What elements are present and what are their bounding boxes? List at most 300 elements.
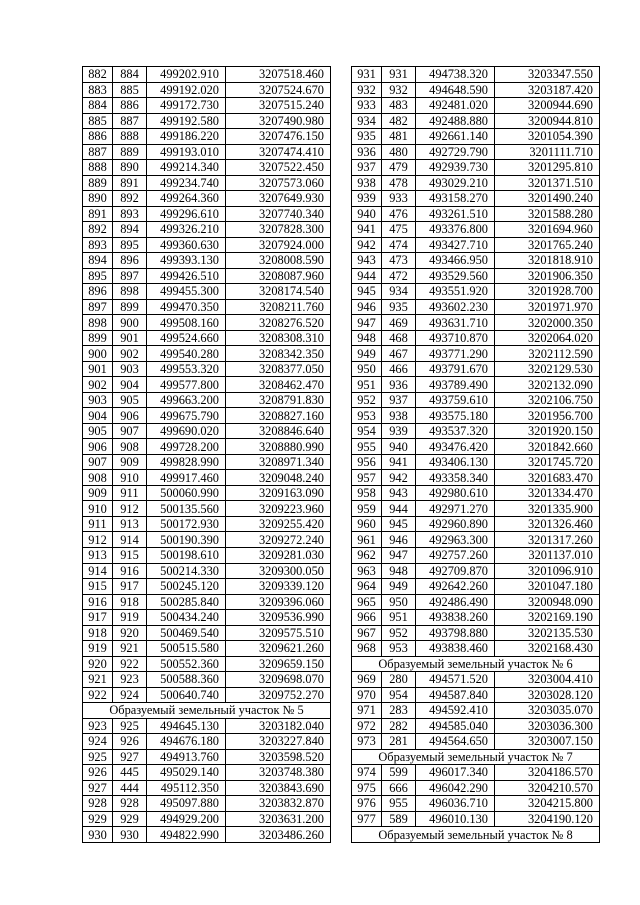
row-number: 894 <box>83 253 113 269</box>
table-row <box>352 284 600 300</box>
y-coordinate: 3201137.010 <box>495 547 600 563</box>
row-number: 928 <box>83 796 113 812</box>
table-row <box>83 594 331 610</box>
x-coordinate: 499192.020 <box>147 82 226 98</box>
row-number: 909 <box>83 485 113 501</box>
y-coordinate: 3208880.990 <box>226 439 331 455</box>
y-coordinate: 3200948.090 <box>495 594 600 610</box>
point-number: 947 <box>382 547 416 563</box>
point-number: 467 <box>382 346 416 362</box>
y-coordinate: 3204215.800 <box>495 796 600 812</box>
x-coordinate: 495097.880 <box>147 796 226 812</box>
point-number: 955 <box>382 796 416 812</box>
x-coordinate: 499214.340 <box>147 160 226 176</box>
point-number: 946 <box>382 532 416 548</box>
point-number: 899 <box>113 299 147 315</box>
row-number: 890 <box>83 191 113 207</box>
table-row <box>83 160 331 176</box>
row-number: 973 <box>352 734 382 750</box>
y-coordinate: 3209255.420 <box>226 516 331 532</box>
table-row <box>352 346 600 362</box>
y-coordinate: 3201683.470 <box>495 470 600 486</box>
row-number: 963 <box>352 563 382 579</box>
section-heading-row <box>352 656 600 672</box>
section-heading: Образуемый земельный участок № 6 <box>352 656 600 672</box>
x-coordinate: 496010.130 <box>416 811 495 827</box>
y-coordinate: 3207522.450 <box>226 160 331 176</box>
point-number: 912 <box>113 501 147 517</box>
y-coordinate: 3201335.900 <box>495 501 600 517</box>
row-number: 908 <box>83 470 113 486</box>
x-coordinate: 496017.340 <box>416 765 495 781</box>
row-number: 946 <box>352 299 382 315</box>
table-row <box>352 222 600 238</box>
y-coordinate: 3201920.150 <box>495 423 600 439</box>
row-number: 950 <box>352 361 382 377</box>
point-number: 942 <box>382 470 416 486</box>
point-number: 475 <box>382 222 416 238</box>
x-coordinate: 492729.790 <box>416 144 495 160</box>
y-coordinate: 3201371.510 <box>495 175 600 191</box>
row-number: 929 <box>83 811 113 827</box>
row-number: 920 <box>83 656 113 672</box>
point-number: 900 <box>113 315 147 331</box>
y-coordinate: 3202000.350 <box>495 315 600 331</box>
table-row <box>83 253 331 269</box>
row-number: 944 <box>352 268 382 284</box>
point-number: 941 <box>382 454 416 470</box>
point-number: 921 <box>113 641 147 657</box>
row-number: 902 <box>83 377 113 393</box>
table-row <box>352 594 600 610</box>
point-number: 915 <box>113 547 147 563</box>
table-row <box>83 718 331 734</box>
x-coordinate: 492481.020 <box>416 98 495 114</box>
x-coordinate: 499186.220 <box>147 129 226 145</box>
y-coordinate: 3209659.150 <box>226 656 331 672</box>
row-number: 938 <box>352 175 382 191</box>
x-coordinate: 499508.160 <box>147 315 226 331</box>
row-number: 919 <box>83 641 113 657</box>
point-number: 935 <box>382 299 416 315</box>
row-number: 964 <box>352 579 382 595</box>
y-coordinate: 3201971.970 <box>495 299 600 315</box>
x-coordinate: 499326.210 <box>147 222 226 238</box>
row-number: 949 <box>352 346 382 362</box>
y-coordinate: 3208308.310 <box>226 330 331 346</box>
point-number: 892 <box>113 191 147 207</box>
y-coordinate: 3209621.260 <box>226 641 331 657</box>
x-coordinate: 493406.130 <box>416 454 495 470</box>
table-row <box>83 796 331 812</box>
table-row <box>352 547 600 563</box>
row-number: 966 <box>352 610 382 626</box>
point-number: 918 <box>113 594 147 610</box>
row-number: 885 <box>83 113 113 129</box>
y-coordinate: 3201928.700 <box>495 284 600 300</box>
table-row <box>352 160 600 176</box>
table-row <box>83 408 331 424</box>
row-number: 917 <box>83 610 113 626</box>
row-number: 977 <box>352 811 382 827</box>
y-coordinate: 3209396.060 <box>226 594 331 610</box>
y-coordinate: 3209048.240 <box>226 470 331 486</box>
y-coordinate: 3201047.180 <box>495 579 600 595</box>
x-coordinate: 494564.650 <box>416 734 495 750</box>
y-coordinate: 3207828.300 <box>226 222 331 238</box>
row-number: 957 <box>352 470 382 486</box>
table-row <box>352 610 600 626</box>
y-coordinate: 3202132.090 <box>495 377 600 393</box>
row-number: 910 <box>83 501 113 517</box>
y-coordinate: 3201818.910 <box>495 253 600 269</box>
x-coordinate: 500552.360 <box>147 656 226 672</box>
point-number: 905 <box>113 392 147 408</box>
point-number: 483 <box>382 98 416 114</box>
row-number: 951 <box>352 377 382 393</box>
point-number: 589 <box>382 811 416 827</box>
row-number: 932 <box>352 82 382 98</box>
table-row <box>352 439 600 455</box>
x-coordinate: 500285.840 <box>147 594 226 610</box>
x-coordinate: 492971.270 <box>416 501 495 517</box>
table-row <box>352 423 600 439</box>
x-coordinate: 495112.350 <box>147 780 226 796</box>
table-row <box>352 253 600 269</box>
point-number: 934 <box>382 284 416 300</box>
point-number: 928 <box>113 796 147 812</box>
row-number: 903 <box>83 392 113 408</box>
table-row <box>83 749 331 765</box>
row-number: 941 <box>352 222 382 238</box>
table-row <box>352 113 600 129</box>
x-coordinate: 493358.340 <box>416 470 495 486</box>
y-coordinate: 3208008.590 <box>226 253 331 269</box>
y-coordinate: 3208846.640 <box>226 423 331 439</box>
row-number: 948 <box>352 330 382 346</box>
row-number: 945 <box>352 284 382 300</box>
point-number: 444 <box>113 780 147 796</box>
point-number: 925 <box>113 718 147 734</box>
y-coordinate: 3201745.720 <box>495 454 600 470</box>
table-row <box>352 408 600 424</box>
point-number: 939 <box>382 423 416 439</box>
row-number: 969 <box>352 672 382 688</box>
y-coordinate: 3200944.810 <box>495 113 600 129</box>
point-number: 666 <box>382 780 416 796</box>
point-number: 904 <box>113 377 147 393</box>
y-coordinate: 3207515.240 <box>226 98 331 114</box>
row-number: 905 <box>83 423 113 439</box>
row-number: 937 <box>352 160 382 176</box>
y-coordinate: 3207924.000 <box>226 237 331 253</box>
y-coordinate: 3201317.260 <box>495 532 600 548</box>
x-coordinate: 499553.320 <box>147 361 226 377</box>
table-row <box>352 579 600 595</box>
table-row <box>83 144 331 160</box>
point-number: 889 <box>113 144 147 160</box>
section-heading: Образуемый земельный участок № 8 <box>352 827 600 843</box>
point-number: 926 <box>113 734 147 750</box>
y-coordinate: 3202064.020 <box>495 330 600 346</box>
table-row <box>83 113 331 129</box>
x-coordinate: 494592.410 <box>416 703 495 719</box>
x-coordinate: 499426.510 <box>147 268 226 284</box>
row-number: 965 <box>352 594 382 610</box>
x-coordinate: 500434.240 <box>147 610 226 626</box>
x-coordinate: 493029.210 <box>416 175 495 191</box>
point-number: 945 <box>382 516 416 532</box>
point-number: 887 <box>113 113 147 129</box>
y-coordinate: 3202168.430 <box>495 641 600 657</box>
table-row <box>352 268 600 284</box>
y-coordinate: 3200944.690 <box>495 98 600 114</box>
row-number: 911 <box>83 516 113 532</box>
point-number: 468 <box>382 330 416 346</box>
point-number: 481 <box>382 129 416 145</box>
x-coordinate: 500640.740 <box>147 687 226 703</box>
row-number: 942 <box>352 237 382 253</box>
point-number: 891 <box>113 175 147 191</box>
point-number: 917 <box>113 579 147 595</box>
table-row <box>83 811 331 827</box>
y-coordinate: 3203843.690 <box>226 780 331 796</box>
y-coordinate: 3207476.150 <box>226 129 331 145</box>
x-coordinate: 499828.990 <box>147 454 226 470</box>
y-coordinate: 3207573.060 <box>226 175 331 191</box>
left-coordinates-table <box>82 66 331 843</box>
table-row <box>352 315 600 331</box>
table-row <box>83 656 331 672</box>
point-number: 922 <box>113 656 147 672</box>
y-coordinate: 3201956.700 <box>495 408 600 424</box>
table-row <box>83 532 331 548</box>
table-row <box>83 610 331 626</box>
row-number: 891 <box>83 206 113 222</box>
point-number: 469 <box>382 315 416 331</box>
point-number: 950 <box>382 594 416 610</box>
point-number: 909 <box>113 454 147 470</box>
point-number: 936 <box>382 377 416 393</box>
point-number: 910 <box>113 470 147 486</box>
row-number: 952 <box>352 392 382 408</box>
table-row <box>83 268 331 284</box>
x-coordinate: 494648.590 <box>416 82 495 98</box>
row-number: 923 <box>83 718 113 734</box>
point-number: 943 <box>382 485 416 501</box>
x-coordinate: 493537.320 <box>416 423 495 439</box>
point-number: 282 <box>382 718 416 734</box>
x-coordinate: 500588.360 <box>147 672 226 688</box>
table-row <box>352 144 600 160</box>
x-coordinate: 500190.390 <box>147 532 226 548</box>
point-number: 888 <box>113 129 147 145</box>
y-coordinate: 3202112.590 <box>495 346 600 362</box>
y-coordinate: 3203598.520 <box>226 749 331 765</box>
table-row <box>83 330 331 346</box>
point-number: 478 <box>382 175 416 191</box>
point-number: 906 <box>113 408 147 424</box>
right-coordinates-table <box>351 66 600 843</box>
y-coordinate: 3203832.870 <box>226 796 331 812</box>
table-row <box>352 129 600 145</box>
table-row <box>83 765 331 781</box>
row-number: 907 <box>83 454 113 470</box>
point-number: 948 <box>382 563 416 579</box>
point-number: 599 <box>382 765 416 781</box>
point-number: 920 <box>113 625 147 641</box>
y-coordinate: 3203007.150 <box>495 734 600 750</box>
row-number: 884 <box>83 98 113 114</box>
y-coordinate: 3208276.520 <box>226 315 331 331</box>
point-number: 479 <box>382 160 416 176</box>
row-number: 933 <box>352 98 382 114</box>
table-row <box>352 175 600 191</box>
x-coordinate: 499202.910 <box>147 67 226 83</box>
x-coordinate: 493476.420 <box>416 439 495 455</box>
y-coordinate: 3202135.530 <box>495 625 600 641</box>
table-row <box>83 67 331 83</box>
point-number: 890 <box>113 160 147 176</box>
row-number: 943 <box>352 253 382 269</box>
table-row <box>352 780 600 796</box>
x-coordinate: 492963.300 <box>416 532 495 548</box>
table-row <box>83 547 331 563</box>
x-coordinate: 499690.020 <box>147 423 226 439</box>
table-row <box>352 485 600 501</box>
x-coordinate: 499264.360 <box>147 191 226 207</box>
table-row <box>83 516 331 532</box>
x-coordinate: 492757.260 <box>416 547 495 563</box>
y-coordinate: 3203028.120 <box>495 687 600 703</box>
y-coordinate: 3208971.340 <box>226 454 331 470</box>
table-row <box>83 299 331 315</box>
table-row <box>352 703 600 719</box>
row-number: 925 <box>83 749 113 765</box>
point-number: 445 <box>113 765 147 781</box>
y-coordinate: 3207524.670 <box>226 82 331 98</box>
table-row <box>352 811 600 827</box>
table-row <box>352 206 600 222</box>
row-number: 892 <box>83 222 113 238</box>
table-row <box>352 299 600 315</box>
point-number: 949 <box>382 579 416 595</box>
x-coordinate: 492488.880 <box>416 113 495 129</box>
x-coordinate: 493427.710 <box>416 237 495 253</box>
table-row <box>83 129 331 145</box>
point-number: 930 <box>113 827 147 843</box>
x-coordinate: 493710.870 <box>416 330 495 346</box>
row-number: 904 <box>83 408 113 424</box>
x-coordinate: 494913.760 <box>147 749 226 765</box>
table-row <box>83 625 331 641</box>
table-row <box>352 563 600 579</box>
y-coordinate: 3207649.930 <box>226 191 331 207</box>
y-coordinate: 3209339.120 <box>226 579 331 595</box>
table-row <box>83 734 331 750</box>
point-number: 902 <box>113 346 147 362</box>
row-number: 926 <box>83 765 113 781</box>
y-coordinate: 3207490.980 <box>226 113 331 129</box>
point-number: 903 <box>113 361 147 377</box>
x-coordinate: 493261.510 <box>416 206 495 222</box>
table-row <box>83 485 331 501</box>
y-coordinate: 3202169.190 <box>495 610 600 626</box>
table-row <box>352 67 600 83</box>
x-coordinate: 493838.460 <box>416 641 495 657</box>
table-row <box>352 454 600 470</box>
table-row <box>352 672 600 688</box>
row-number: 934 <box>352 113 382 129</box>
x-coordinate: 494822.990 <box>147 827 226 843</box>
point-number: 924 <box>113 687 147 703</box>
table-row <box>83 175 331 191</box>
x-coordinate: 499193.010 <box>147 144 226 160</box>
table-row <box>83 827 331 843</box>
y-coordinate: 3201842.660 <box>495 439 600 455</box>
y-coordinate: 3203347.550 <box>495 67 600 83</box>
point-number: 894 <box>113 222 147 238</box>
point-number: 933 <box>382 191 416 207</box>
row-number: 906 <box>83 439 113 455</box>
y-coordinate: 3207740.340 <box>226 206 331 222</box>
table-row <box>83 423 331 439</box>
x-coordinate: 499296.610 <box>147 206 226 222</box>
section-heading: Образуемый земельный участок № 5 <box>83 703 331 719</box>
row-number: 898 <box>83 315 113 331</box>
x-coordinate: 500214.330 <box>147 563 226 579</box>
table-row <box>83 454 331 470</box>
x-coordinate: 499728.200 <box>147 439 226 455</box>
point-number: 954 <box>382 687 416 703</box>
point-number: 896 <box>113 253 147 269</box>
row-number: 935 <box>352 129 382 145</box>
table-row <box>83 470 331 486</box>
point-number: 952 <box>382 625 416 641</box>
x-coordinate: 492980.610 <box>416 485 495 501</box>
point-number: 901 <box>113 330 147 346</box>
row-number: 883 <box>83 82 113 98</box>
table-row <box>83 346 331 362</box>
x-coordinate: 493529.560 <box>416 268 495 284</box>
point-number: 885 <box>113 82 147 98</box>
point-number: 898 <box>113 284 147 300</box>
table-row <box>352 392 600 408</box>
section-heading-row <box>352 827 600 843</box>
table-row <box>352 361 600 377</box>
table-row <box>83 82 331 98</box>
x-coordinate: 494645.130 <box>147 718 226 734</box>
y-coordinate: 3208462.470 <box>226 377 331 393</box>
table-row <box>83 315 331 331</box>
y-coordinate: 3202129.530 <box>495 361 600 377</box>
row-number: 967 <box>352 625 382 641</box>
row-number: 930 <box>83 827 113 843</box>
x-coordinate: 492486.490 <box>416 594 495 610</box>
x-coordinate: 495029.140 <box>147 765 226 781</box>
y-coordinate: 3209272.240 <box>226 532 331 548</box>
row-number: 940 <box>352 206 382 222</box>
x-coordinate: 493789.490 <box>416 377 495 393</box>
table-row <box>352 687 600 703</box>
table-row <box>83 439 331 455</box>
point-number: 937 <box>382 392 416 408</box>
x-coordinate: 500060.990 <box>147 485 226 501</box>
y-coordinate: 3203748.380 <box>226 765 331 781</box>
y-coordinate: 3203035.070 <box>495 703 600 719</box>
point-number: 953 <box>382 641 416 657</box>
table-row <box>352 718 600 734</box>
